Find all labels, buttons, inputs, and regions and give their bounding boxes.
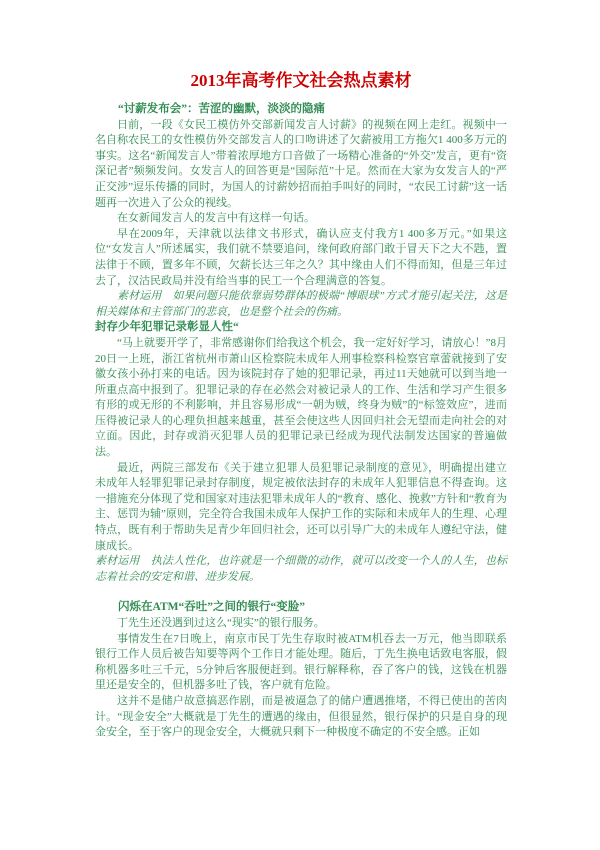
paragraph: 丁先生还没遇到过这么“现实”的银行服务。	[117, 617, 325, 629]
section-heading-taoxin: “讨薪发布会”：苦涩的幽默，淡淡的隐痛	[118, 103, 325, 115]
paragraph: 最近，两院三部发布《关于建立犯罪人员犯罪记录制度的意见》，明确提出建立未成年人轻罪犯罪记录封存制度，规定被依法封存的未成年人犯罪信息不得查询。这一措施充分体现了党和国家对违法犯罪未成年人的“教育、感化、挽救”方针和“教育为主、惩罚为辅”原则，完全符合我国未成年人保护工作的实际和未成年人的生理、心理特点，既有利于帮助失足青少年回归社会，还可以引导广大的未成年人遵纪守法，健康成长。	[95, 461, 507, 552]
material-usage-note: 素材运用 如果问题只能依靠弱势群体的极端“博眼球”方式才能引起关注，这是相关媒体和主管部门的悲哀，也是整个社会的伤痛。	[95, 290, 507, 318]
paragraph: 这并不是储户故意搞恶作剧，而是被逼急了的储户遭遇推堵，不得已使出的苦肉计。“现金安全”大概就是丁先生的遭遇的缘由，但很显然，银行保护的只是自身的现金安全，至于客户的现金安全，大概就只剩下一种极度不确定的不安全感。正如	[95, 694, 507, 739]
material-usage-note: 素材运用 执法人性化，也许就是一个细微的动作，就可以改变一个人的人生，也标志着社会的安定和谐、进步发展。	[95, 555, 507, 583]
paragraph: “马上就要开学了，非常感谢你们给我这个机会，我一定好好学习，请放心！”8月20日一上班，浙江省杭州市萧山区检察院未成年人刑事检察科检察官章蕾就接到了安徽女孩小孙打来的电话。因为该院封存了她的犯罪记录，再过11天她就可以到当地一所重点高中报到了。犯罪记录的存在必然会对被记录人的工作、生活和学习产生很多有形的或无形的不利影响，并且容易形成“一朝为贼，终身为贼”的“标签效应”，进而压得被记录人的心理负担越来越重，甚至会使这些人因回归社会无望而走向社会的对立面。因此，封存或消灭犯罪人员的犯罪记录已经成为现代法制发达国家的普遍做法。	[95, 336, 507, 459]
paragraph: 日前，一段《女民工模仿外交部新闻发言人讨薪》的视频在网上走红。视频中一名自称农民工的女性模仿外交部发言人的口吻讲述了欠薪被用工方拖欠1 400多万元的事实。这名“新闻发言人”带着浓厚地方口音做了一场精心准备的“外交”发言，更有“资深记者”频频发问。女发言人的回答更是“国际范”十足。然而在大家为女发言人的“严正交涉”逗乐传播的同时，为国人的讨薪妙招而拍手叫好的同时，“农民工讨薪”这一话题再一次进入了公众的视线。	[95, 118, 507, 209]
section-heading-fengcun: 封存少年犯罪记录彰显人性“	[95, 321, 239, 334]
page-title: 2013年高考作文社会热点素材	[190, 71, 412, 90]
paragraph: 在女新闻发言人的发言中有这样一句话。	[117, 212, 315, 225]
section-heading-atm: 闪烁在ATM“吞吐”之间的银行“变脸”	[118, 601, 305, 614]
paragraph: 事情发生在7日晚上，南京市民丁先生存取时被ATM机吞去一万元，他当即联系银行工作人员后被告知要等两个工作日才能处理。随后，丁先生换电话致电客服，假称机器多吐三千元，5分钟后客服便赶到。银行解释称，吞了客户的钱，这钱在机器里还是安全的，但机器多吐了钱，客户就有危险。	[95, 632, 507, 692]
paragraph: 早在2009年，天津就以法律文书形式，确认应支付我方1 400多万元。”如果这位“女发言人”所述属实，我们就不禁要追问，缘何政府部门敢于冒天下之大不韪，置法律于不顾，置多年不顾，欠薪长达三年之久？其中缘由人们不得而知，但是三年过去了，汉沽民政局并没有给当事的民工一个合理满意的答复。	[95, 227, 507, 287]
